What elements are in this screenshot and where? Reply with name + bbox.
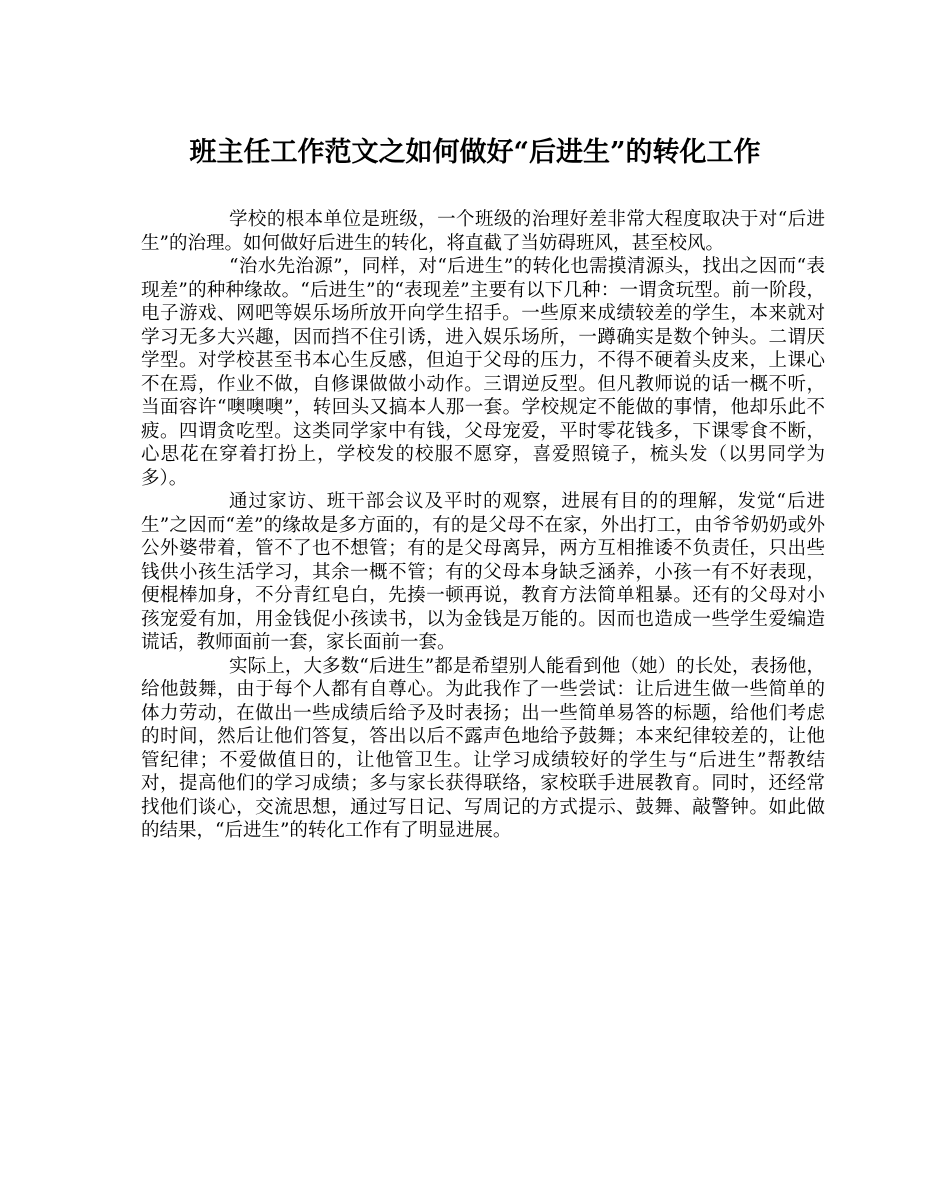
document-body bbox=[141, 208, 825, 843]
paragraph-intro: 学校的根本单位是班级，一个班级的治理好差非常大程度取决于对“后进生”的治理。如何做好后进生的转化，将直截了当妨碍班风，甚至校风。 bbox=[141, 209, 825, 254]
paragraph-causes: 通过家访、班干部会议及平时的观察，进展有目的的理解，发觉“后进生”之因而“差”的缘故是多方面的，有的是父母不在家，外出打工，由爷爷奶奶或外公外婆带着，管不了也不想管；有的是父母离异，两方互相推诿不负责任，只出些钱供小孩生活学习，其余一概不管；有的父母本身缺乏涵养，小孩一有不好表现，便棍棒加身，不分青红皂白，先揍一顿再说，教育方法简单粗暴。还有的父母对小孩宠爱有加，用金钱促小孩读书，以为金钱是万能的。因而也造成一些学生爱编造谎话，教师面前一套，家长面前一套。 bbox=[141, 491, 825, 653]
paragraph-types: “治水先治源”，同样，对“后进生”的转化也需摸清源头，找出之因而“表现差”的种种缘故。“后进生”的“表现差”主要有以下几种：一谓贪玩型。前一阶段，电子游戏、网吧等娱乐场所放开向学生招手。一些原来成绩较差的学生，本来就对学习无多大兴趣，因而挡不住引诱，进入娱乐场所，一蹲确实是数个钟头。二谓厌学型。对学校甚至书本心生反感，但迫于父母的压力，不得不硬着头皮来，上课心不在焉，作业不做，自修课做做小动作。三谓逆反型。但凡教师说的话一概不听，当面容许“噢噢噢”，转回头又搞本人那一套。学校规定不能做的事情，他却乐此不疲。四谓贪吃型。这类同学家中有钱，父母宠爱，平时零花钱多，下课零食不断，心思花在穿着打扮上，学校发的校服不愿穿，喜爱照镜子，梳头发（以男同学为多）。 bbox=[141, 256, 825, 489]
paragraph-methods: 实际上，大多数“后进生”都是希望别人能看到他（她）的长处，表扬他，给他鼓舞，由于每个人都有自尊心。为此我作了一些尝试：让后进生做一些简单的体力劳动，在做出一些成绩后给予及时表扬；出一些简单易答的标题，给他们考虑的时间，然后让他们答复，答出以后不露声色地给予鼓舞；本来纪律较差的，让他管纪律；不爱做值日的，让他管卫生。让学习成绩较好的学生与“后进生”帮教结对，提高他们的学习成绩；多与家长获得联络，家校联手进展教育。同时，还经常找他们谈心，交流思想，通过写日记、写周记的方式提示、鼓舞、敲警钟。如此做的结果，“后进生”的转化工作有了明显进展。 bbox=[141, 655, 825, 841]
document-title: 班主任工作范文之如何做好“后进生”的转化工作 bbox=[189, 137, 761, 168]
